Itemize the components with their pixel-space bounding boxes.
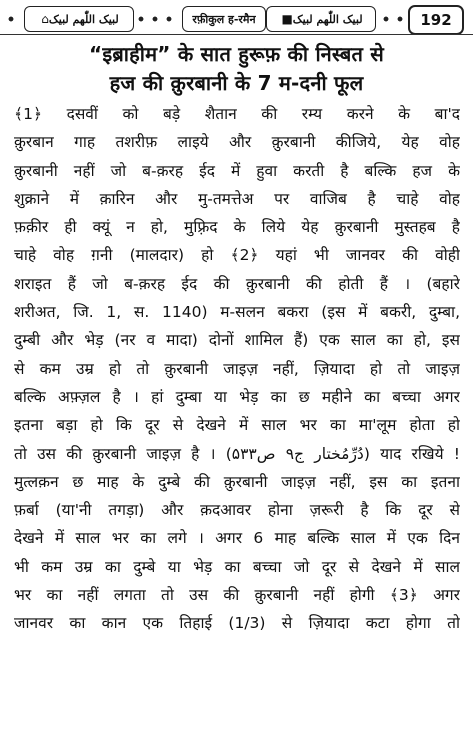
labbaik-text-right: لبیک اللّٰھم لبیک (292, 12, 363, 26)
body-text (14, 100, 460, 638)
ornament-border (134, 12, 179, 26)
ornament-border (379, 12, 404, 26)
text-line: शराइत हैं जो ब-क़रह ईद की क़ुरबानी की होती हैं । (बहारे (14, 274, 460, 293)
heading-line-2: हज की क़ुरबानी के 7 म-दनी फूल (109, 71, 364, 95)
section-heading (0, 40, 473, 98)
text-line: से कम उम्र हो तो क़ुरबानी जाइज़ नहीं, ज़ियादा हो तो जाइज़ (14, 359, 460, 378)
text-line: फ़क़ीर ही क्यूं न हो, मुफ़्रिद के लिये येह क़ुरबानी मुस्तहब है (14, 218, 460, 237)
labbaik-box-left (24, 6, 134, 32)
labbaik-text-left: لبیک اللّٰھم لبیک (48, 12, 119, 26)
heading-line-1: “इब्राहीम” के सात हुरूफ़ की निस्बत से (88, 42, 385, 66)
header-divider (0, 34, 473, 35)
page-header (4, 4, 469, 34)
kaaba-icon: ■ (281, 12, 293, 26)
text-line: इतना बड़ा हो कि दूर से देखने में साल भर का मा'लूम होता हो (14, 416, 460, 435)
text-line: ﴾1﴿ दसवीं को बड़े शैतान की रम्य करने के बा'द (14, 105, 460, 123)
ornament-border (4, 12, 22, 26)
page-number: 192 (408, 5, 464, 35)
chapter-title: रफ़ीकुल ह-रमैन (182, 6, 266, 32)
text-line: शरीअत, जि. 1, स. 1140) म-सलन बकरा (इस में बकरी, दुम्बा, (14, 303, 460, 322)
text-line: दुम्बी और भेड़ (नर व मादा) दोनों शामिल हैं) एक साल का हो, इस (14, 331, 460, 350)
text-line: बल्कि अफ़्ज़ल है । हां दुम्बा या भेड़ का छ महीने का बच्चा अगर (14, 387, 460, 406)
text-line: देखने में साल भर का लगे । अगर 6 माह बल्कि साल में एक दिन (14, 529, 460, 548)
text-line: क़ुरबान गाह तशरीफ़ लाइये और क़ुरबानी कीजिये, येह वोह (14, 133, 460, 152)
text-line: जानवर का कान एक तिहाई (1/3) से ज़ियादा कटा होगा तो (14, 614, 460, 633)
text-line: तो उस की क़ुरबानी जाइज़ है । (دُرِّمُختار ج۹ ص۵۳۳) याद रखिये ! (14, 444, 460, 463)
labbaik-box-right (266, 6, 376, 32)
mosque-icon: ⌂ (41, 12, 49, 26)
text-line: फ़र्बा (या'नी तगड़ा) और क़दआवर होना ज़रूरी है कि दूर से (14, 501, 460, 520)
text-line: मुत्लक़न छ माह के दुम्बे की क़ुरबानी जाइज़ नहीं, इस का इतना (14, 472, 460, 491)
text-line: चाहे वोह ग़नी (मालदार) हो ﴾2﴿ यहां भी जानवर की वोही (14, 246, 460, 265)
text-line: शुक्राने में क़ारिन और मु-तमत्तेअ पर वाजिब है चाहे वोह (14, 189, 460, 208)
text-line: क़ुरबानी नहीं जो ब-क़रह ईद में हुवा करती है बल्कि हज के (14, 161, 460, 180)
text-line: भर का नहीं लगता तो उस की क़ुरबानी नहीं होगी ﴾3﴿ अगर (14, 586, 460, 605)
text-line: भी कम उम्र का दुम्बे या भेड़ का बच्चा जो दूर से देखने में साल (14, 557, 460, 576)
